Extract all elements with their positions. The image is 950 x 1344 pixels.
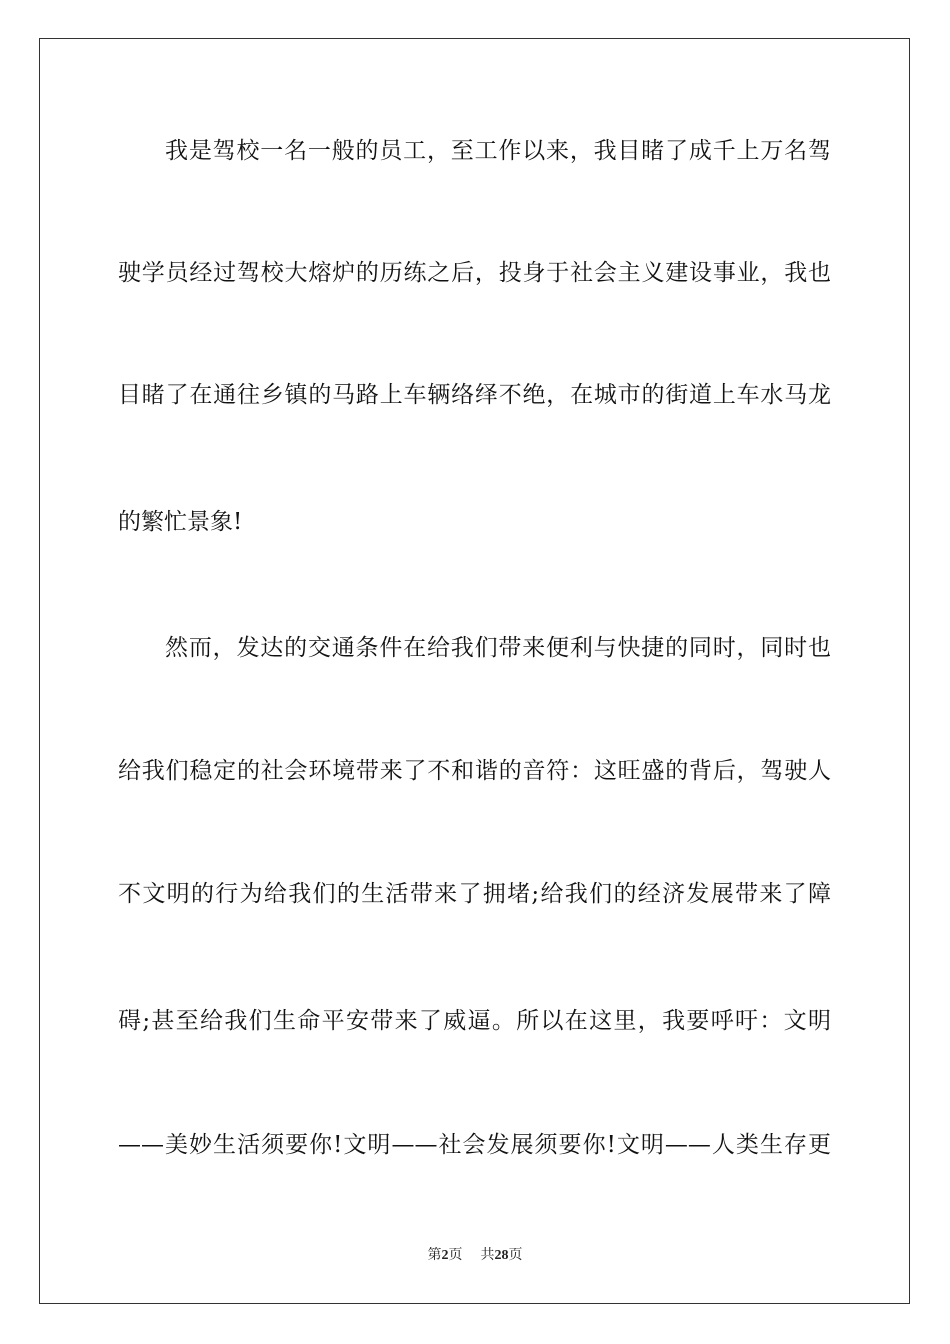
paragraph-2-line-2: 给我们稳定的社会环境带来了不和谐的音符：这旺盛的背后，驾驶人 [118,758,831,784]
paragraph-2-line-4: 碍;甚至给我们生命平安带来了威逼。所以在这里，我要呼吁：文明 [118,1008,831,1034]
footer-total-prefix: 共 [480,1247,495,1263]
footer-page-prefix: 第 [427,1247,442,1263]
paragraph-1-line-4: 的繁忙景象! [118,509,243,535]
footer-total-pages: 28 [494,1248,509,1263]
footer-page-number: 2 [441,1248,449,1263]
paragraph-2-line-1: 然而，发达的交通条件在给我们带来便利与快捷的同时，同时也 [165,635,831,661]
footer-total-suffix: 页 [508,1247,523,1263]
paragraph-1-line-1: 我是驾校一名一般的员工，至工作以来，我目睹了成千上万名驾 [165,138,831,164]
footer-page-suffix: 页 [448,1247,463,1263]
page-footer [0,1246,950,1265]
page-border [39,38,910,1304]
paragraph-2-line-5: ——美妙生活须要你!文明——社会发展须要你!文明——人类生存更 [118,1132,831,1158]
paragraph-1-line-3: 目睹了在通往乡镇的马路上车辆络绎不绝，在城市的街道上车水马龙 [118,382,831,408]
paragraph-2-line-3: 不文明的行为给我们的生活带来了拥堵;给我们的经济发展带来了障 [118,881,831,907]
paragraph-1-line-2: 驶学员经过驾校大熔炉的历练之后，投身于社会主义建设事业，我也 [118,260,831,286]
